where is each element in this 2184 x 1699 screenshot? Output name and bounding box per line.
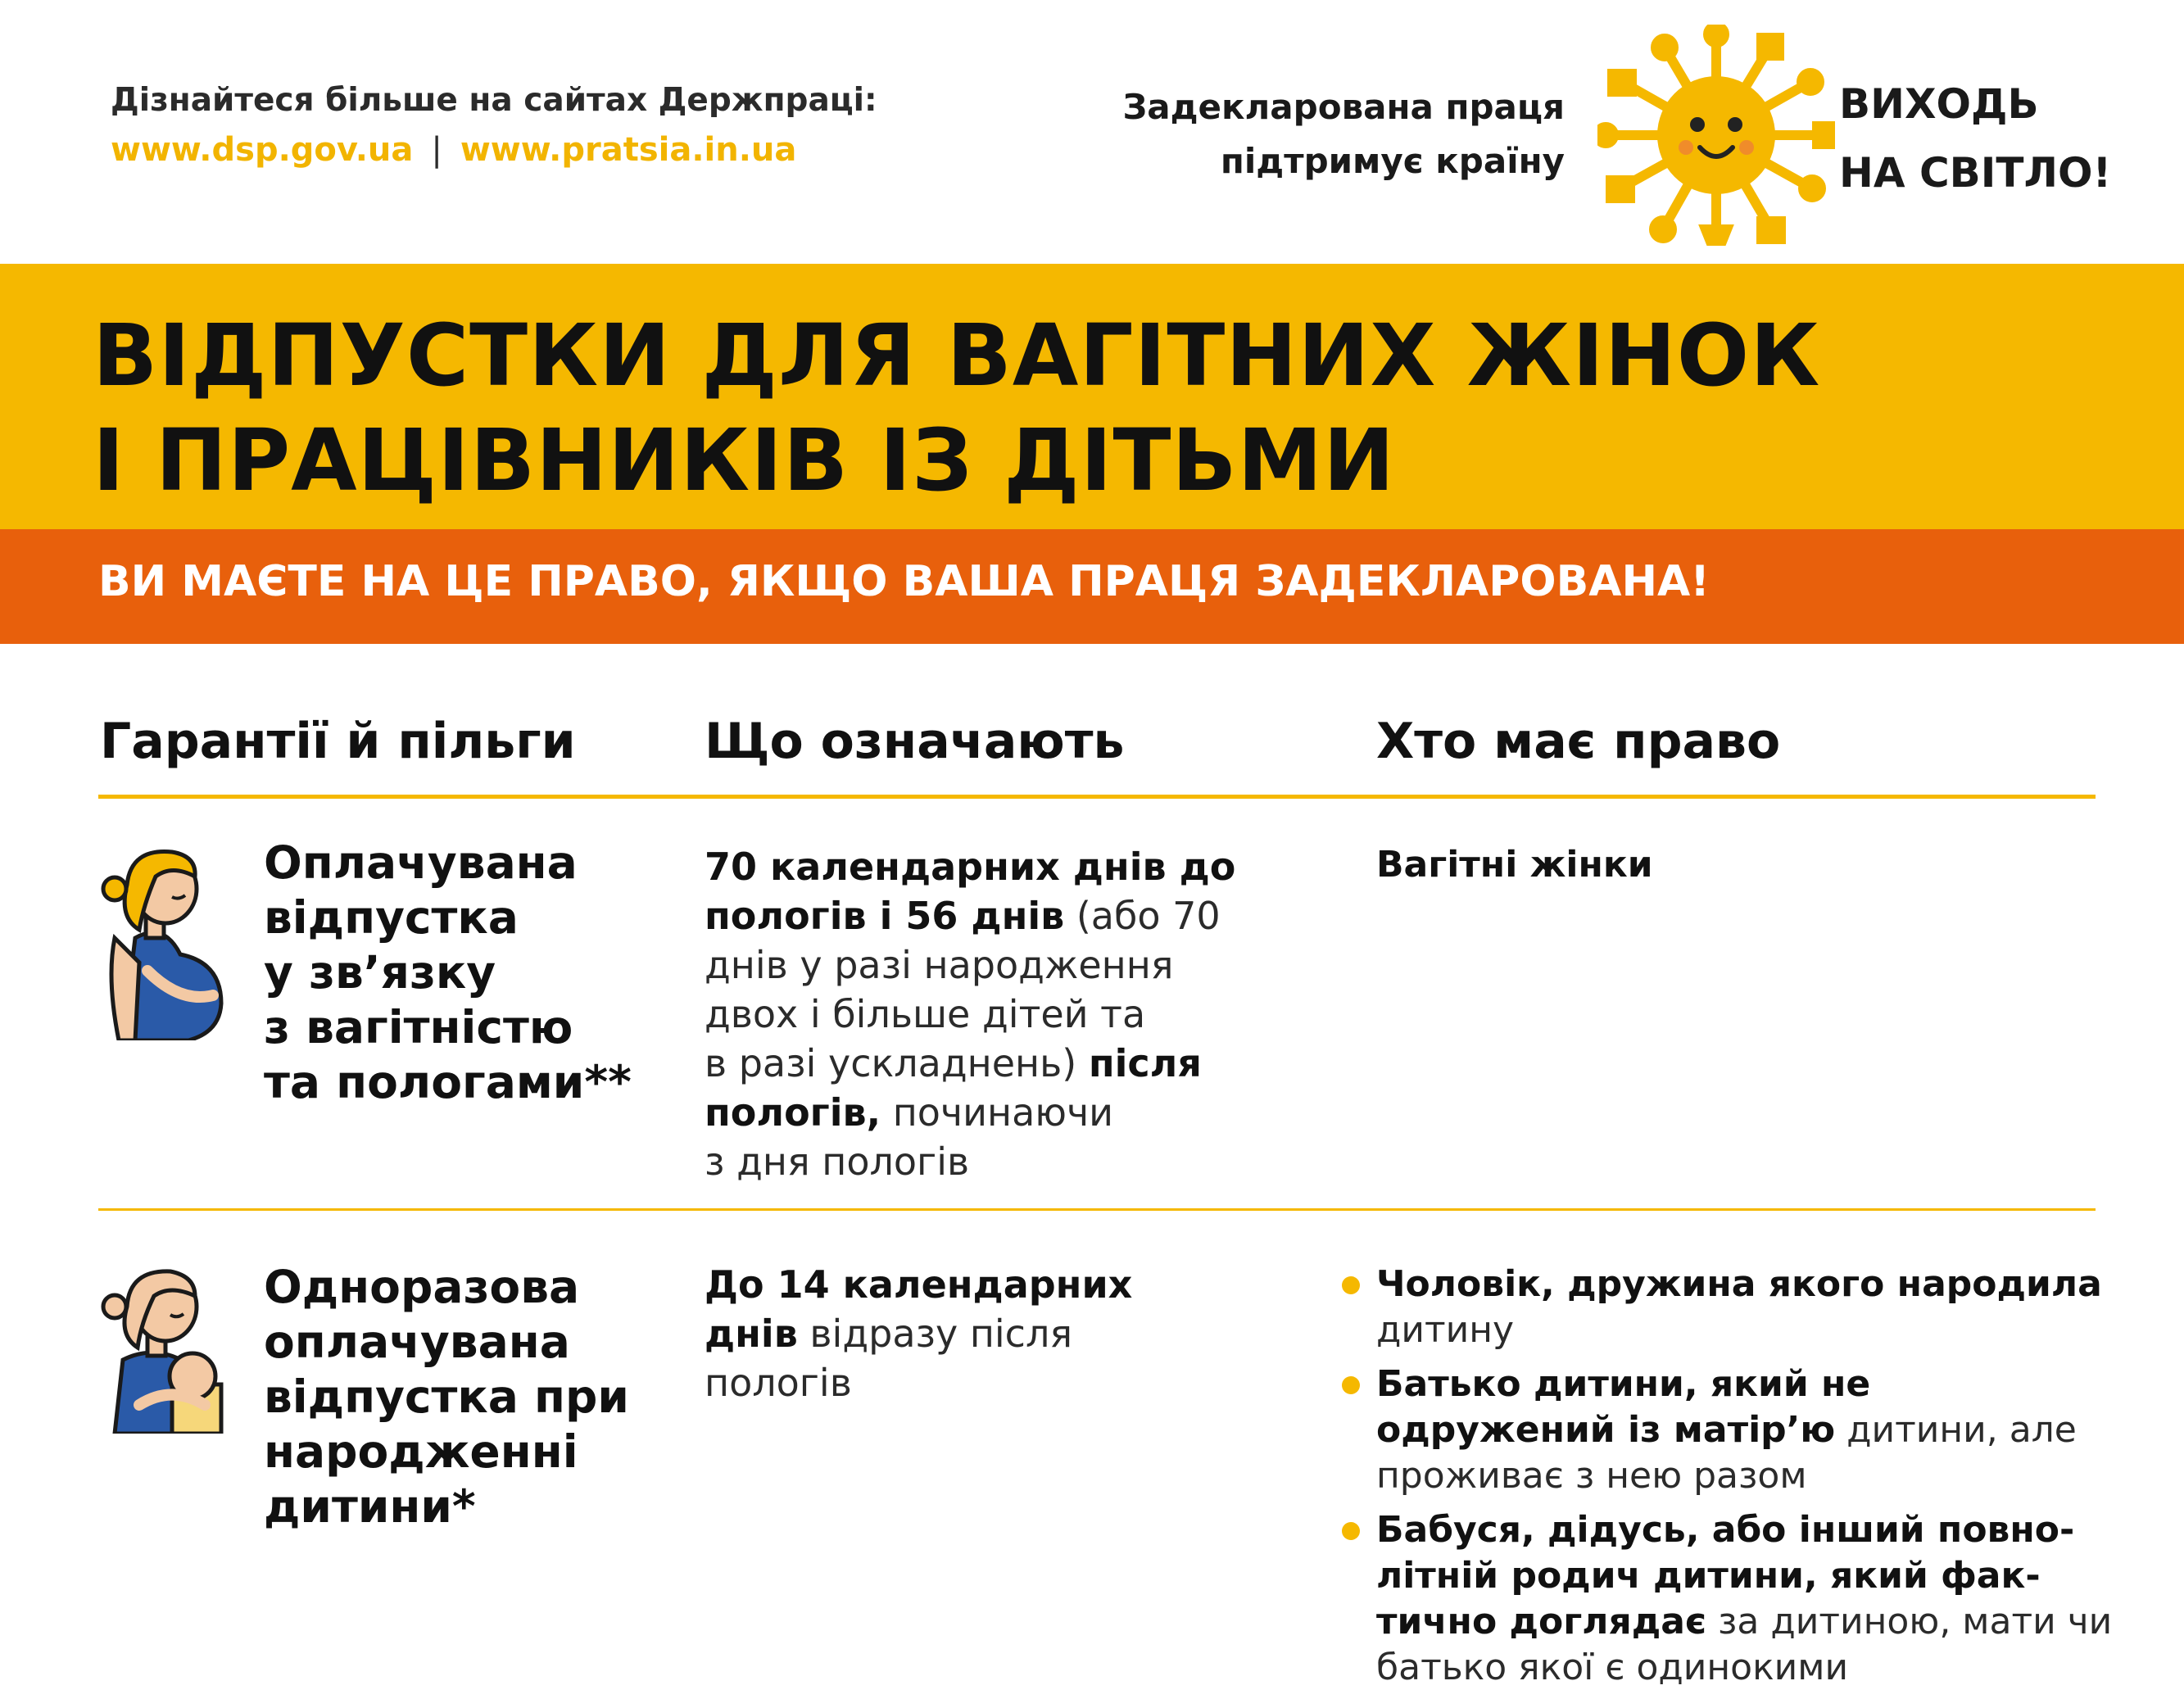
meaning-text: пологів [705, 1361, 852, 1405]
benefit-line: Одноразова [264, 1261, 580, 1313]
slogan-line-2: підтримує країну [1220, 141, 1565, 181]
meaning-text: днів у разі народження [705, 943, 1174, 987]
bullet-icon [1342, 1276, 1360, 1294]
sun-mascot-icon [1597, 25, 1835, 246]
list-item [1335, 1361, 2122, 1499]
link-dsp[interactable]: www.dsp.gov.ua [111, 131, 414, 169]
slogan [1122, 80, 1565, 188]
link-pratsia[interactable]: www.pratsia.in.ua [460, 131, 797, 169]
benefit-maternity-leave [264, 836, 632, 1110]
title-line-2: І ПРАЦІВНИКІВ ІЗ ДІТЬМИ [93, 410, 1396, 510]
benefit-line: дитини* [264, 1480, 476, 1533]
meaning-text-bold: днів [705, 1312, 798, 1356]
meaning-text: в разі ускладнень) [705, 1041, 1089, 1085]
meaning-maternity-leave [705, 842, 1235, 1186]
meaning-text-bold: пологів, [705, 1090, 881, 1135]
list-item [1335, 1262, 2122, 1353]
who-text-bold: Вагітні жінки [1376, 844, 1653, 886]
who-text: за дитиною, мати чи батько якої є одинокими [1376, 1601, 2113, 1688]
list-item [1335, 1507, 2122, 1691]
meaning-text: двох і більше дітей та [705, 992, 1146, 1036]
row-divider [98, 1208, 2096, 1211]
campaign-brand [1839, 70, 2111, 207]
brand-line-2: НА СВІТЛО! [1839, 149, 2112, 197]
page-title [93, 303, 1820, 513]
link-separator: | [431, 131, 442, 169]
meaning-text-bold: після [1088, 1041, 1202, 1085]
who-birth-leave-list [1335, 1262, 2122, 1699]
benefit-line: народженні [264, 1425, 578, 1478]
learn-more-text: Дізнайтеся більше на сайтах Держпраці: [111, 82, 877, 119]
benefit-line: та пологами** [264, 1056, 632, 1108]
benefit-line: оплачувана [264, 1316, 570, 1368]
title-line-1: ВІДПУСТКИ ДЛЯ ВАГІТНИХ ЖІНОК [93, 306, 1821, 405]
brand-line-1: ВИХОДЬ [1839, 80, 2039, 128]
meaning-text-bold: До 14 календарних [705, 1262, 1133, 1307]
who-text-bold: Чоловік, дружина якого народила [1376, 1263, 2102, 1305]
column-header-who: Хто має право [1376, 713, 1781, 770]
who-text: дитину [1376, 1309, 1515, 1351]
meaning-text: відразу після [797, 1312, 1073, 1356]
who-maternity-leave [1376, 842, 1653, 888]
benefit-line: Оплачувана [264, 836, 578, 889]
who-text-bold: Бабуся, дідусь, або інший повно-літній родич дитини, який фак-тично доглядає [1376, 1509, 2075, 1642]
benefit-line: у зв’язку [264, 946, 496, 999]
header-divider [98, 795, 2096, 799]
column-header-meaning: Що означають [705, 713, 1125, 770]
meaning-birth-leave [705, 1260, 1132, 1407]
meaning-text-bold: пологів і 56 днів [705, 894, 1065, 938]
bullet-icon [1342, 1376, 1360, 1394]
benefit-line: відпустка [264, 891, 519, 944]
who-text-bold: Батько дитини, який не одружений із матір’ю [1376, 1363, 1871, 1451]
column-header-benefit: Гарантії й пільги [100, 713, 576, 770]
benefit-line: відпустка при [264, 1371, 629, 1423]
benefit-line: з вагітністю [264, 1001, 573, 1053]
meaning-text: з дня пологів [705, 1139, 970, 1184]
website-links [111, 131, 796, 169]
slogan-line-1: Задекларована праця [1122, 87, 1565, 127]
who-text: дитини, але проживає з нею разом [1376, 1409, 2077, 1497]
mother-with-baby-icon [90, 1262, 233, 1434]
subtitle: ВИ МАЄТЕ НА ЦЕ ПРАВО, ЯКЩО ВАША ПРАЦЯ ЗАДЕКЛАРОВАНА! [98, 557, 1710, 606]
benefit-birth-leave [264, 1260, 629, 1534]
pregnant-woman-icon [90, 840, 238, 1040]
meaning-text: починаючи [881, 1090, 1114, 1135]
bullet-icon [1342, 1522, 1360, 1540]
meaning-text-bold: 70 календарних днів до [705, 845, 1236, 889]
meaning-text: (або 70 [1064, 894, 1221, 938]
